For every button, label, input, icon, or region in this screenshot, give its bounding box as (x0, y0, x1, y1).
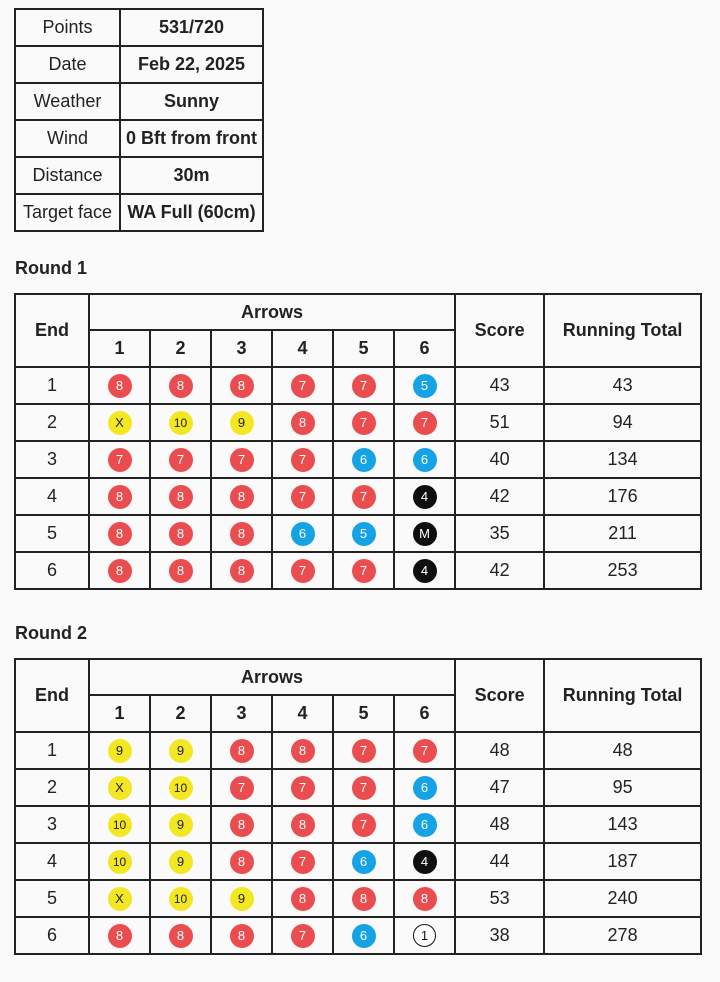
arrow-cell (272, 806, 333, 843)
running-total: 176 (544, 478, 701, 515)
end-score: 48 (455, 806, 544, 843)
info-value: 0 Bft from front (120, 120, 263, 157)
arrow-score-badge: 8 (230, 522, 254, 546)
arrow-cell (150, 552, 211, 589)
arrow-score-badge: 8 (291, 739, 315, 763)
info-value: 30m (120, 157, 263, 194)
arrow-score-badge: 7 (352, 559, 376, 583)
arrow-score-badge: 5 (413, 374, 437, 398)
arrow-cell (394, 404, 455, 441)
arrow-cell (211, 917, 272, 954)
arrow-score-badge: 4 (413, 485, 437, 509)
arrow-score-badge: 8 (230, 485, 254, 509)
arrow-cell (333, 478, 394, 515)
arrow-cell (150, 367, 211, 404)
round-2-title: Round 2 (15, 623, 87, 643)
arrow-cell (272, 552, 333, 589)
arrow-cell (89, 917, 150, 954)
end-row (15, 806, 701, 843)
arrow-score-badge: 7 (291, 448, 315, 472)
end-score: 53 (455, 880, 544, 917)
end-number: 1 (15, 732, 89, 769)
arrow-cell (89, 880, 150, 917)
arrow-cell (211, 441, 272, 478)
arrow-number-header: 6 (394, 330, 455, 367)
end-number: 3 (15, 806, 89, 843)
info-row (15, 46, 263, 83)
arrow-cell (150, 880, 211, 917)
arrow-score-badge: 8 (230, 559, 254, 583)
arrow-cell (89, 404, 150, 441)
score-header: Score (455, 294, 544, 367)
end-number: 5 (15, 880, 89, 917)
arrow-number-header: 1 (89, 330, 150, 367)
arrow-score-badge: 7 (291, 374, 315, 398)
arrow-cell (150, 732, 211, 769)
arrow-score-badge: 7 (169, 448, 193, 472)
end-row (15, 917, 701, 954)
arrow-score-badge: 9 (230, 411, 254, 435)
arrow-number-header: 2 (150, 695, 211, 732)
arrow-score-badge: 8 (108, 559, 132, 583)
arrow-cell (394, 732, 455, 769)
arrow-score-badge: 5 (352, 522, 376, 546)
end-score: 47 (455, 769, 544, 806)
arrow-cell (333, 441, 394, 478)
running-total: 278 (544, 917, 701, 954)
arrow-cell (211, 880, 272, 917)
arrow-score-badge: 6 (413, 776, 437, 800)
arrow-cell (89, 552, 150, 589)
end-number: 2 (15, 769, 89, 806)
arrow-cell (333, 367, 394, 404)
info-label: Weather (15, 83, 120, 120)
arrow-cell (89, 843, 150, 880)
arrow-score-badge: 9 (169, 813, 193, 837)
arrow-cell (89, 732, 150, 769)
running-total: 94 (544, 404, 701, 441)
end-score: 44 (455, 843, 544, 880)
round-1-title: Round 1 (15, 258, 87, 278)
arrow-score-badge: 8 (230, 739, 254, 763)
info-row (15, 194, 263, 231)
arrow-score-badge: 8 (169, 559, 193, 583)
arrow-score-badge: X (108, 411, 132, 435)
arrow-cell (150, 515, 211, 552)
arrow-score-badge: 8 (108, 374, 132, 398)
end-number: 1 (15, 367, 89, 404)
running-total: 211 (544, 515, 701, 552)
arrow-number-header: 3 (211, 695, 272, 732)
arrow-score-badge: 8 (230, 374, 254, 398)
arrow-cell (394, 552, 455, 589)
arrow-score-badge: 8 (108, 924, 132, 948)
arrow-cell (272, 478, 333, 515)
arrow-score-badge: 10 (169, 411, 193, 435)
end-score: 48 (455, 732, 544, 769)
arrows-header: Arrows (89, 294, 455, 330)
arrow-score-badge: 8 (169, 924, 193, 948)
arrow-score-badge: 8 (169, 374, 193, 398)
arrow-score-badge: 7 (108, 448, 132, 472)
arrow-cell (272, 880, 333, 917)
end-score: 42 (455, 552, 544, 589)
arrow-score-badge: 9 (230, 887, 254, 911)
arrow-score-badge: 4 (413, 559, 437, 583)
end-row (15, 880, 701, 917)
arrow-cell (150, 769, 211, 806)
end-number: 6 (15, 917, 89, 954)
arrow-score-badge: 7 (413, 411, 437, 435)
arrow-score-badge: 8 (352, 887, 376, 911)
arrow-score-badge: 10 (169, 776, 193, 800)
arrow-score-badge: 6 (413, 448, 437, 472)
arrow-cell (272, 367, 333, 404)
arrow-cell (211, 769, 272, 806)
arrow-number-header: 5 (333, 695, 394, 732)
end-score: 51 (455, 404, 544, 441)
arrow-score-badge: 6 (291, 522, 315, 546)
arrow-cell (211, 843, 272, 880)
arrow-cell (333, 806, 394, 843)
arrow-score-badge: 1 (413, 924, 436, 947)
end-number: 2 (15, 404, 89, 441)
arrow-cell (394, 515, 455, 552)
running-total: 240 (544, 880, 701, 917)
arrow-cell (211, 732, 272, 769)
arrow-cell (333, 404, 394, 441)
arrow-cell (89, 515, 150, 552)
arrow-cell (150, 478, 211, 515)
arrow-number-header: 3 (211, 330, 272, 367)
arrow-cell (333, 843, 394, 880)
arrow-cell (394, 441, 455, 478)
arrow-score-badge: 7 (352, 411, 376, 435)
arrow-score-badge: 7 (352, 813, 376, 837)
arrow-score-badge: X (108, 776, 132, 800)
arrow-cell (150, 441, 211, 478)
arrow-cell (272, 515, 333, 552)
info-label: Distance (15, 157, 120, 194)
arrow-cell (394, 478, 455, 515)
arrow-score-badge: 7 (413, 739, 437, 763)
info-value: Sunny (120, 83, 263, 120)
arrow-cell (89, 441, 150, 478)
arrows-header: Arrows (89, 659, 455, 695)
arrow-score-badge: 6 (352, 448, 376, 472)
arrow-cell (394, 880, 455, 917)
arrow-cell (89, 367, 150, 404)
arrow-cell (394, 806, 455, 843)
arrow-cell (89, 806, 150, 843)
running-total: 187 (544, 843, 701, 880)
arrow-cell (211, 806, 272, 843)
end-row (15, 732, 701, 769)
arrow-cell (333, 880, 394, 917)
arrow-score-badge: 7 (291, 924, 315, 948)
running-total: 48 (544, 732, 701, 769)
arrow-score-badge: 10 (108, 850, 132, 874)
arrow-score-badge: 6 (413, 813, 437, 837)
info-row (15, 157, 263, 194)
arrow-score-badge: 4 (413, 850, 437, 874)
arrow-score-badge: 8 (413, 887, 437, 911)
arrow-score-badge: 10 (169, 887, 193, 911)
arrow-score-badge: 7 (352, 776, 376, 800)
arrow-cell (394, 769, 455, 806)
end-row (15, 843, 701, 880)
end-score: 42 (455, 478, 544, 515)
running-total: 253 (544, 552, 701, 589)
arrow-score-badge: 7 (230, 448, 254, 472)
arrow-score-badge: 8 (291, 887, 315, 911)
arrow-number-header: 1 (89, 695, 150, 732)
arrow-cell (211, 552, 272, 589)
arrow-cell (211, 515, 272, 552)
arrow-cell (394, 367, 455, 404)
info-label: Date (15, 46, 120, 83)
arrow-cell (150, 917, 211, 954)
arrow-score-badge: 8 (230, 850, 254, 874)
arrow-cell (89, 769, 150, 806)
arrow-score-badge: 8 (291, 813, 315, 837)
running-total-header: Running Total (544, 659, 701, 732)
arrow-number-header: 5 (333, 330, 394, 367)
arrow-cell (272, 441, 333, 478)
arrow-cell (150, 404, 211, 441)
end-score: 43 (455, 367, 544, 404)
arrow-score-badge: 7 (230, 776, 254, 800)
running-total: 95 (544, 769, 701, 806)
end-score: 40 (455, 441, 544, 478)
end-row (15, 404, 701, 441)
arrow-score-badge: 8 (108, 522, 132, 546)
running-total: 134 (544, 441, 701, 478)
arrow-number-header: 2 (150, 330, 211, 367)
arrow-cell (211, 367, 272, 404)
arrow-score-badge: 7 (352, 485, 376, 509)
arrow-cell (394, 917, 455, 954)
session-info-table (14, 8, 264, 232)
info-row (15, 9, 263, 46)
arrow-number-header: 6 (394, 695, 455, 732)
info-row (15, 120, 263, 157)
arrow-cell (333, 732, 394, 769)
arrow-cell (211, 478, 272, 515)
arrow-cell (150, 843, 211, 880)
arrow-score-badge: 10 (108, 813, 132, 837)
round-1-table (14, 293, 702, 590)
arrow-score-badge: 6 (352, 850, 376, 874)
info-label: Wind (15, 120, 120, 157)
info-value: WA Full (60cm) (120, 194, 263, 231)
end-row (15, 769, 701, 806)
info-value: Feb 22, 2025 (120, 46, 263, 83)
arrow-score-badge: 8 (291, 411, 315, 435)
end-number: 5 (15, 515, 89, 552)
running-total: 43 (544, 367, 701, 404)
end-number: 3 (15, 441, 89, 478)
end-row (15, 478, 701, 515)
arrow-score-badge: 7 (291, 776, 315, 800)
score-header: Score (455, 659, 544, 732)
arrow-cell (333, 515, 394, 552)
arrow-cell (333, 917, 394, 954)
end-row (15, 515, 701, 552)
arrow-cell (272, 917, 333, 954)
arrow-score-badge: 7 (291, 850, 315, 874)
arrow-score-badge: 9 (169, 739, 193, 763)
end-score: 35 (455, 515, 544, 552)
end-header: End (15, 294, 89, 367)
end-number: 6 (15, 552, 89, 589)
end-number: 4 (15, 478, 89, 515)
arrow-score-badge: 7 (291, 485, 315, 509)
arrow-score-badge: 9 (108, 739, 132, 763)
arrow-cell (272, 732, 333, 769)
arrow-cell (333, 769, 394, 806)
end-header: End (15, 659, 89, 732)
end-row (15, 367, 701, 404)
arrow-score-badge: 8 (108, 485, 132, 509)
end-number: 4 (15, 843, 89, 880)
end-score: 38 (455, 917, 544, 954)
arrow-score-badge: 7 (291, 559, 315, 583)
info-label: Points (15, 9, 120, 46)
arrow-cell (211, 404, 272, 441)
end-row (15, 552, 701, 589)
arrow-score-badge: 6 (352, 924, 376, 948)
arrow-score-badge: 7 (352, 374, 376, 398)
arrow-cell (272, 843, 333, 880)
running-total-header: Running Total (544, 294, 701, 367)
info-label: Target face (15, 194, 120, 231)
arrow-score-badge: 9 (169, 850, 193, 874)
running-total: 143 (544, 806, 701, 843)
info-value: 531/720 (120, 9, 263, 46)
arrow-score-badge: X (108, 887, 132, 911)
arrow-cell (89, 478, 150, 515)
info-row (15, 83, 263, 120)
round-2-table (14, 658, 702, 955)
arrow-cell (272, 404, 333, 441)
arrow-score-badge: 8 (169, 485, 193, 509)
arrow-number-header: 4 (272, 695, 333, 732)
end-row (15, 441, 701, 478)
arrow-score-badge: 8 (230, 813, 254, 837)
arrow-cell (150, 806, 211, 843)
arrow-cell (394, 843, 455, 880)
arrow-score-badge: 8 (230, 924, 254, 948)
arrow-score-badge: 8 (169, 522, 193, 546)
arrow-cell (333, 552, 394, 589)
arrow-score-badge: 7 (352, 739, 376, 763)
arrow-cell (272, 769, 333, 806)
arrow-score-badge: M (413, 522, 437, 546)
arrow-number-header: 4 (272, 330, 333, 367)
